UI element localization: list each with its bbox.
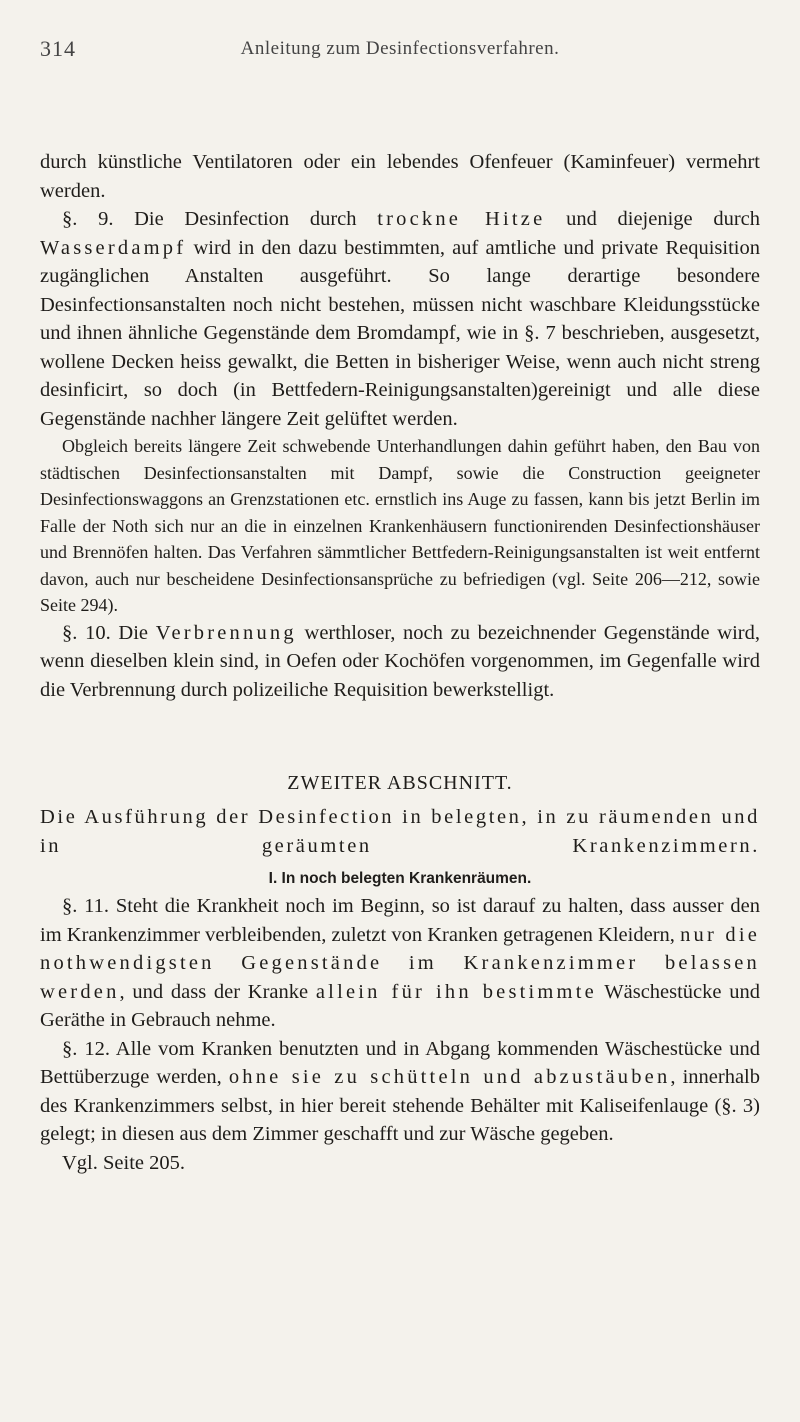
running-title: Anleitung zum Desinfectionsverfahren. [240, 38, 560, 59]
emphasis-necessary-items: nur die nothwendigsten Gegenstände im Krankenzimmer belassen werden [40, 923, 761, 1003]
paragraph-lead: §. 9. Die Desinfection durch [62, 208, 357, 230]
book-page [40, 36, 760, 1177]
paragraph-text: durch künstliche Ventilatoren oder ein lebendes Ofenfeuer (Kaminfeuer) vermehrt werden. [40, 151, 760, 202]
subsection-title: I. In noch belegten Krankenräumen. [268, 870, 532, 887]
paragraph-text: Obgleich bereits längere Zeit schwebende Unterhandlungen dahin geführt haben, den Bau von städtischen Desinfectionsanstalten mit Dampf, sowie die Construction geeigneter Desinfectionswaggons an Grenzstationen etc. ernstlich ins Auge zu fassen, kann bis jetzt Berlin im Falle der Noth sich nur an die in einzelnen Krankenhäusern functionirenden Desinfectionshäuser und Brennöfen halten. Das Verfahren sämmtlicher Bettfedern-Reinigungsanstalten ist weit entfernt davon, auch nur bescheidene Desinfectionsansprüche zu befriedigen (vgl. Seite 206—212, sowie Seite 294). [40, 436, 760, 615]
paragraph-lead: §. 12. Alle vom Kranken benutzten und in Abgang kommenden Wäschestücke und Bettüberzuge werden, [40, 1037, 760, 1088]
paragraph-text: Vgl. Seite 205. [62, 1151, 185, 1174]
paragraph-lead: §. 11. Steht die Krankheit noch im Beginn, so ist darauf zu halten, dass ausser den im Krankenzimmer verbleibenden, zuletzt von Kranken getragenen Kleidern, [40, 895, 760, 946]
paragraph-section-11 [40, 892, 760, 1035]
emphasis-steam: Wasserdampf [40, 236, 187, 259]
paragraph-reference [40, 1149, 760, 1178]
section-title: ZWEITER ABSCHNITT. [287, 772, 513, 794]
paragraph-mid: , und dass der Kranke [119, 980, 309, 1003]
emphasis-no-shaking: ohne sie zu schütteln und abzustäuben [228, 1066, 671, 1088]
paragraph-lead: §. 10. Die [62, 621, 149, 644]
page-content [40, 148, 760, 1177]
emphasis-dry-heat: trockne Hitze [377, 208, 546, 230]
paragraph-note-berlin [40, 433, 760, 619]
paragraph-section-9 [40, 205, 760, 433]
paragraph-mid: und diejenige durch [566, 208, 760, 230]
page-number: 314 [40, 36, 76, 61]
paragraph-rest: , innerhalb des Krankenzimmers selbst, in hier bereit stehende Behälter mit Kaliseifenlauge (§. 3) gelegt; in diesen aus dem Zimmer geschafft und zur Wäsche gegeben. [40, 1066, 760, 1145]
emphasis-alone-for-him: allein für ihn bestimmte [315, 980, 597, 1003]
emphasis-burning: Verbrennung [155, 621, 297, 644]
paragraph-rest: Wäschestücke und Geräthe in Gebrauch nehme. [40, 980, 760, 1031]
section-subtitle: Die Ausführung der Desinfection in belegten, in zu räumenden und in geräumten Krankenzimmern. [40, 806, 760, 857]
paragraph-section-12 [40, 1035, 760, 1149]
running-head [40, 36, 760, 76]
paragraph-rest: wird in den dazu bestimmten, auf amtliche und private Requisition zugänglichen Anstalten ausgeführt. So lange derartige besondere Desinfectionsanstalten noch nicht bestehen, müssen nicht waschbare Kleidungsstücke und ihnen ähnliche Gegenstände dem Bromdampf, wie in §. 7 beschrieben, ausgesetzt, wollene Decken heiss gewalkt, die Betten in bisheriger Weise, wenn auch nicht streng desinficirt, so doch (in Bettfedern-Reinigungsanstalten)gereinigt und alle diese Gegenstände nachher längere Zeit gelüftet werden. [40, 236, 760, 430]
paragraph-rest: werthloser, noch zu bezeichnender Gegenstände wird, wenn dieselben klein sind, in Oefen oder Kochöfen vorgenommen, im Gegenfalle wird die Verbrennung durch polizeiliche Requisition bewerkstelligt. [40, 621, 760, 701]
paragraph-section-10 [40, 619, 760, 705]
paragraph-continuation [40, 148, 760, 205]
